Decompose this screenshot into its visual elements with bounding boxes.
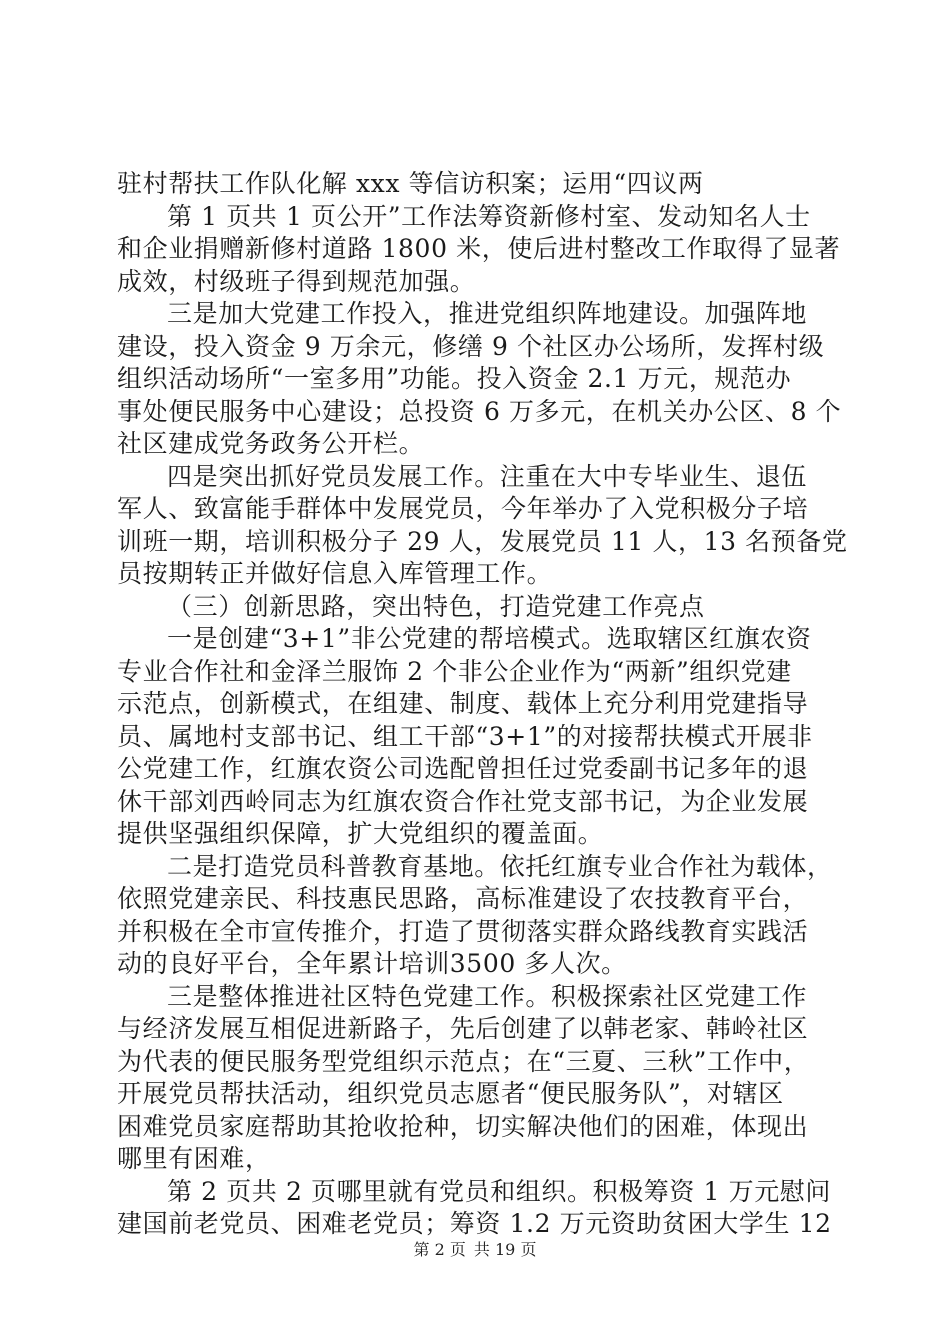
paragraph-line: 休干部刘西岭同志为红旗农资合作社党支部书记，为企业发展 bbox=[117, 786, 809, 816]
paragraph-line: 依照党建亲民、科技惠民思路，高标准建设了农技教育平台， bbox=[117, 884, 809, 913]
page-number: 第 2 页 bbox=[413, 1240, 466, 1259]
paragraph-line: 与经济发展互相促进新路子，先后创建了以韩老家、韩岭社区 bbox=[117, 1014, 809, 1043]
paragraph-line: 训班一期，培训积极分子 29 人，发展党员 11 人，13 名预备党 bbox=[117, 526, 848, 556]
page-total: 共 19 页 bbox=[473, 1240, 537, 1259]
paragraph-line: 和企业捐赠新修村道路 1800 米，使后进村整改工作取得了显著 bbox=[117, 234, 841, 263]
page-footer bbox=[0, 1238, 950, 1262]
paragraph-line: 成效，村级班子得到规范加强。 bbox=[117, 266, 476, 296]
paragraph-line: 示范点，创新模式，在组建、制度、载体上充分利用党建指导 bbox=[117, 689, 809, 718]
paragraph-line: 专业合作社和金泽兰服饰 2 个非公企业作为“两新”组织党建 bbox=[117, 656, 792, 686]
paragraph-line: 并积极在全市宣传推介，打造了贯彻落实群众路线教育实践活 bbox=[117, 916, 809, 946]
paragraph-first-line: 三是加大党建工作投入，推进党组织阵地建设。加强阵地 bbox=[167, 299, 808, 328]
paragraph-line: 员、属地村支部书记、组工干部“3+1”的对接帮扶模式开展非 bbox=[117, 721, 813, 751]
paragraph-line: 事处便民服务中心建设；总投资 6 万多元，在机关办公区、8 个 bbox=[117, 396, 842, 426]
paragraph-line: 困难党员家庭帮助其抢收抢种，切实解决他们的困难，体现出 bbox=[117, 1111, 809, 1141]
paragraph-first-line: 二是打造党员科普教育基地。依托红旗专业合作社为载体， bbox=[167, 851, 833, 881]
paragraph-line: 公党建工作，红旗农资公司选配曾担任过党委副书记多年的退 bbox=[117, 754, 809, 783]
paragraph-first-line: 一是创建“3+1”非公党建的帮培模式。选取辖区红旗农资 bbox=[167, 624, 812, 653]
paragraph-line: 军人、致富能手群体中发展党员，今年举办了入党积极分子培 bbox=[117, 494, 809, 523]
paragraph-first-line: 第 2 页共 2 页哪里就有党员和组织。积极筹资 1 万元慰问 bbox=[167, 1176, 831, 1206]
paragraph-first-line: 三是整体推进社区特色党建工作。积极探索社区党建工作 bbox=[167, 981, 808, 1011]
paragraph-first-line: （三）创新思路，突出特色，打造党建工作亮点 bbox=[167, 591, 705, 621]
paragraph-line: 员按期转正并做好信息入库管理工作。 bbox=[117, 559, 553, 588]
paragraph-line: 为代表的便民服务型党组织示范点；在“三夏、三秋”工作中， bbox=[117, 1046, 810, 1076]
document-body bbox=[117, 168, 848, 1241]
paragraph-line: 建设，投入资金 9 万余元，修缮 9 个社区办公场所，发挥村级 bbox=[117, 331, 825, 361]
paragraph-line: 组织活动场所“一室多用”功能。投入资金 2.1 万元，规范办 bbox=[117, 364, 792, 393]
paragraph-line: 社区建成党务政务公开栏。 bbox=[117, 429, 425, 458]
paragraph-line: 哪里有困难， bbox=[117, 1144, 271, 1173]
paragraph-line: 驻村帮扶工作队化解 xxx 等信访积案；运用“四议两 bbox=[117, 169, 704, 198]
paragraph-line: 开展党员帮扶活动，组织党员志愿者“便民服务队”，对辖区 bbox=[117, 1079, 784, 1108]
paragraph-first-line: 第 1 页共 1 页公开”工作法筹资新修村室、发动知名人士 bbox=[167, 201, 811, 231]
paragraph-first-line: 四是突出抓好党员发展工作。注重在大中专毕业生、退伍 bbox=[167, 461, 808, 491]
paragraph-line: 提供坚强组织保障，扩大党组织的覆盖面。 bbox=[117, 819, 604, 848]
paragraph-line: 动的良好平台，全年累计培训3500 多人次。 bbox=[117, 949, 627, 978]
paragraph-line: 建国前老党员、困难老党员；筹资 1.2 万元资助贫困大学生 12 bbox=[117, 1209, 832, 1238]
